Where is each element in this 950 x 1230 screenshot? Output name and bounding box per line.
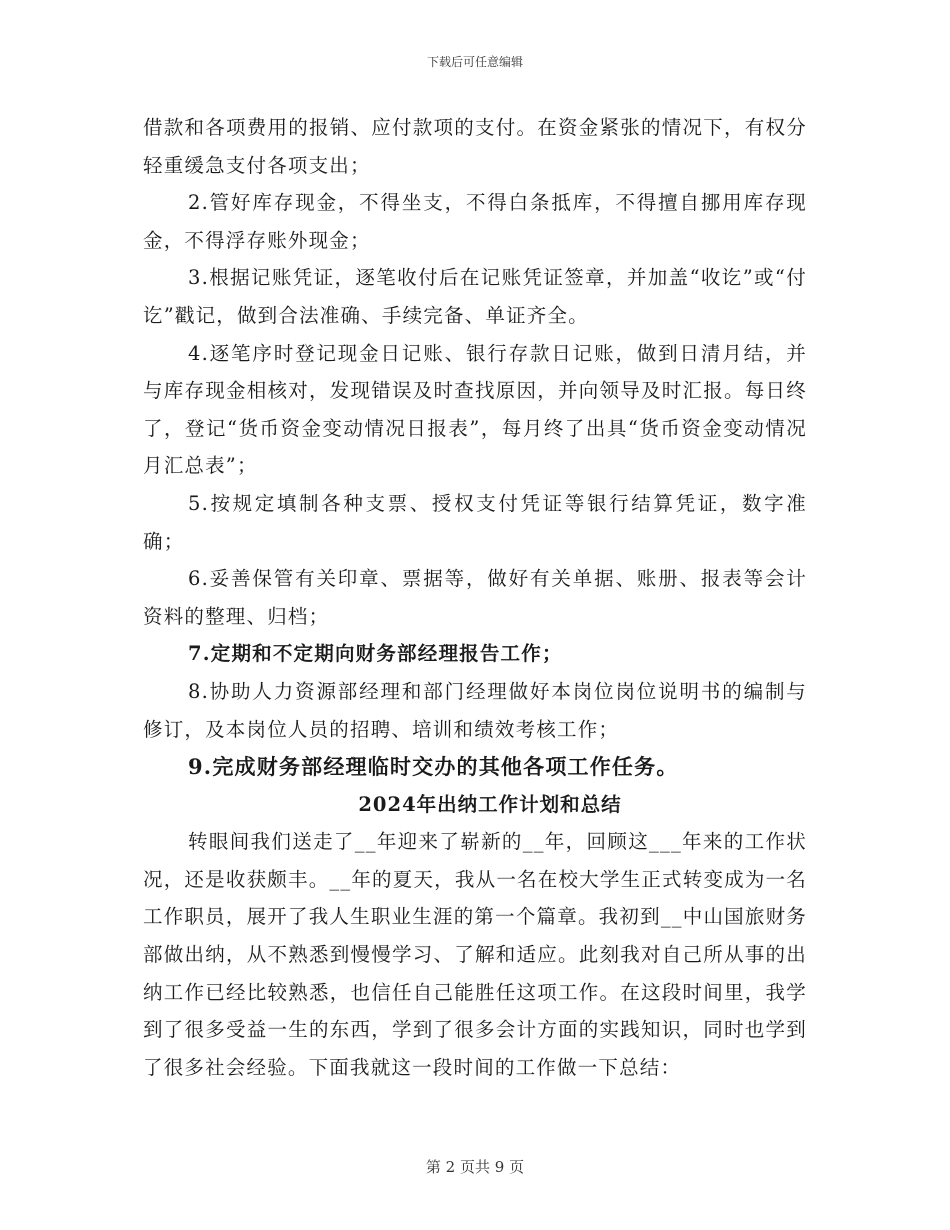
paragraph-2: 2.管好库存现金，不得坐支，不得白条抵库，不得擅自挪用库存现金，不得浮存账外现金； bbox=[143, 191, 807, 252]
page-footer: 第 2 页共 9 页 bbox=[425, 1158, 525, 1176]
paragraph-5: 5.按规定填制各种支票、授权支付凭证等银行结算凭证，数字准确； bbox=[143, 491, 807, 553]
paragraph-1: 借款和各项费用的报销、应付款项的支付。在资金紧张的情况下，有权分轻重缓急支付各项支出； bbox=[143, 116, 807, 177]
paragraph-6: 6.妥善保管有关印章、票据等，做好有关单据、账册、报表等会计资料的整理、归档； bbox=[143, 567, 807, 628]
paragraph-7: 7.定期和不定期向财务部经理报告工作； bbox=[188, 642, 563, 666]
paragraph-8: 8.协助人力资源部经理和部门经理做好本岗位岗位说明书的编制与修订，及本岗位人员的招聘、培训和绩效考核工作； bbox=[143, 679, 807, 741]
section-title: 2024年出纳工作计划和总结 bbox=[358, 792, 622, 816]
document-body bbox=[143, 109, 807, 1086]
paragraph-3: 3.根据记账凭证，逐笔收付后在记账凭证签章，并加盖“收讫”或“付讫”戳记，做到合法准确、手续完备、单证齐全。 bbox=[143, 266, 807, 327]
paragraph-9: 9.完成财务部经理临时交办的其他各项工作任务。 bbox=[188, 754, 679, 780]
body-paragraph-1: 转眼间我们送走了__年迎来了崭新的__年，回顾这___年来的工作状况，还是收获颇丰。__年的夏天，我从一名在校大学生正式转变成为一名工作职员，展开了我人生职业生涯的第一个篇章。我初到__中山国旅财务部做出纳，从不熟悉到慢慢学习、了解和适应。此刻我对自己所从事的出纳工作已经比较熟悉，也信任自己能胜任这项工作。在这段时间里，我学到了很多受益一生的东西，学到了很多会计方面的实践知识，同时也学到了很多社会经验。下面我就这一段时间的工作做一下总结： bbox=[143, 830, 807, 1079]
page-header: 下载后可任意编辑 bbox=[426, 55, 523, 69]
paragraph-4: 4.逐笔序时登记现金日记账、银行存款日记账，做到日清月结，并与库存现金相核对，发现错误及时查找原因，并向领导及时汇报。每日终了，登记“货币资金变动情况日报表”，每月终了出具“货币资金变动情况月汇总表”； bbox=[143, 341, 807, 478]
